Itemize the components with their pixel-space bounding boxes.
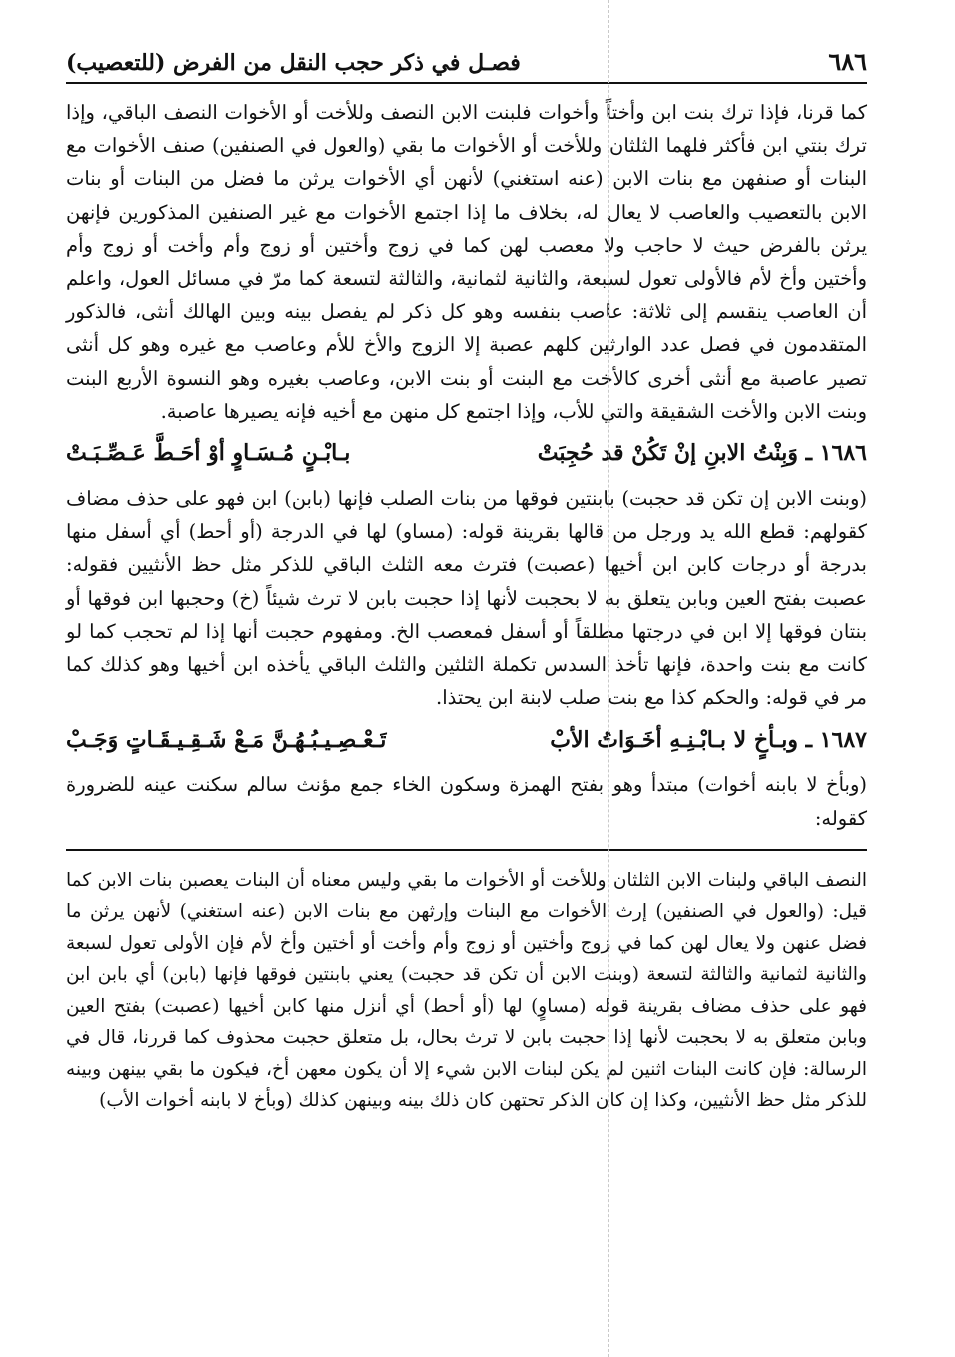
page-number: ٦٨٦ [828,47,867,76]
body-paragraph: كما قرنا، فإذا ترك بنت ابن وأختاً وأخوات فلبنت الابن النصف وللأخت أو الأخوات النصف الباقي، وإذا ترك بنتي ابن فأكثر فلهما الثلثان وللأخت أو الأخوات ما بقي (والعول في الصنفين) صنف الأخوات مع البنات أو صنفهن مع بنات الابن (عنه استغني) لأنهن أي الأخوات يرثن ما فضل من البنات أو بنات الابن بالتعصيب والعاصب لا يعال له، بخلاف ما إذا اجتمع الأخوات مع غير الصنفين المذكورين فإنهن يرثن بالفرض حيث لا حاجب ولا معصب لهن كما في زوج وأختين أو زوج وأم وأخت أو زوج وأم وأختين وأخ لأم فالأولى تعول لسبعة، والثانية لثمانية، والثالثة لتسعة كما مرّ في مسائل العول، واعلم أن العاصب ينقسم إلى ثلاثة: عاصب بنفسه وهو كل ذكر لم يفصل بينه وبين الهالك أنثى، فالذكور المتقدمون في فصل عدد الوارثين كلهم عصبة إلا الزوج والأخ للأم وعاصب مع غيره وهو كل أنثى تصير عاصبة مع أنثى أخرى كالأخت مع البنت أو بنت الابن، وعاصب بغيره وهو النسوة الأربع البنت وبنت الابن والأخت الشقيقة والتي للأب، وإذا اجتمع كل منهن مع أخيه فإنه يصيرها عاصبة. [66,101,867,423]
footnote-separator [66,849,867,851]
verse-first-hemistich: ١٦٨٦ ـ وَبِنْتُ الابنِ إنْ تَكُنْ قد حُجِبَتْ [537,440,867,467]
footnotes [66,865,867,1117]
verse-1686 [66,432,867,476]
running-header [66,38,867,84]
verse-second-hemistich: تَـعْـصِـيـبُـهُـنَّ مَـعْ شَـقِـيـقَـاتٍ وَجَـبْ [66,726,387,753]
main-body [66,96,867,835]
verse-first-hemistich: ١٦٨٧ ـ وبـأخٍ لا بـابْـنِـهِ أخَـوَاتُ الأبْ [550,726,867,753]
verse-1687 [66,718,867,762]
verse-second-hemistich: بـابْـنٍ مُـسَـاوٍ أوْ أحَـطَّ عَـصِّـبَـتْ [66,440,351,467]
chapter-title: فصـل في ذكر حجب النقل من الفرض (للتعصيب) [66,50,521,76]
body-paragraph: (وبنت الابن إن تكن قد حجبت) بابنتين فوقها من بنات الصلب فإنها (بابن) ابن فهو على حذف مضاف كقولهم: قطع الله يد ورجل من قالها بقرينة قوله: (مساو) لها في الدرجة (أو أحط) أي أسفل منها بدرجة أو درجات كابن ابن أخيها (عصبت) فترث معه الثلث الباقي للذكر مثل حظ الأنثيين فقوله: عصبت بفتح العين وبابن يتعلق به لا بحجبت لأنها إذا حجبت بابن لا ترث شيئاً (خ) وحجبها ابن فوقها أو بنتان فوقها إلا ابن في درجتها مطلقاً أو أسفل فمعصب الخ. ومفهوم حجبت أنها إذا لم تحجب كما لو كانت مع بنت واحدة، فإنها تأخذ السدس تكملة الثلثين والثلث الباقي يأخذه ابن أخيها وهو كذلك كما مر في قوله: والحكم كذا مع بنت صلب لابنة ابن يحتذا. [66,487,867,710]
page-gutter-crease [608,0,610,1357]
footnote-text: النصف الباقي ولبنات الابن الثلثان وللأخت أو الأخوات ما بقي وليس معناه أن البنات يعصبن بنات الابن كما قيل: (والعول في الصنفين) إرث الأخوات مع البنات وإرثهن مع بنات الابن (عنه استغني) لأنهن يرثن ما فضل عنهن ولا يعال لهن كما في زوج وأختين أو زوج وأم وأخت أو أختين وأخ لأم فإن الأولى تعول لسبعة والثانية لثمانية والثالثة لتسعة (وبنت الابن أن تكن قد حجبت) يعني بابنتين فوقها فإنها (بابن) أي بابن ابن فهو على حذف مضاف بقرينة قوله (مساوٍ) لها (أو أحط) أي أنزل منها كابن أخيها (عصبت) بفتح العين وبابن متعلق به لا بحجبت لأنها إذا حجبت بابن لا ترث بحال، بل متعلق حجبت محذوف كما قررنا، قال في الرسالة: فإن كانت البنات اثنين لم يكن لبنات الابن شيء إلا أن يكون معهن أخ، فيكون ما بقي بينهن وبينه للذكر مثل حظ الأنثيين، وكذا إن كان الذكر تحتهن كان ذلك بينه وبينهن كذلك (وبأخ لا بابنه أخوات الأب) [66,869,867,1112]
body-paragraph: (وبأخ لا بابنه أخوات) مبتدأ وهو بفتح الهمزة وسكون الخاء جمع مؤنث سالم سكنت عينه للضرورة كقوله: [66,773,867,830]
